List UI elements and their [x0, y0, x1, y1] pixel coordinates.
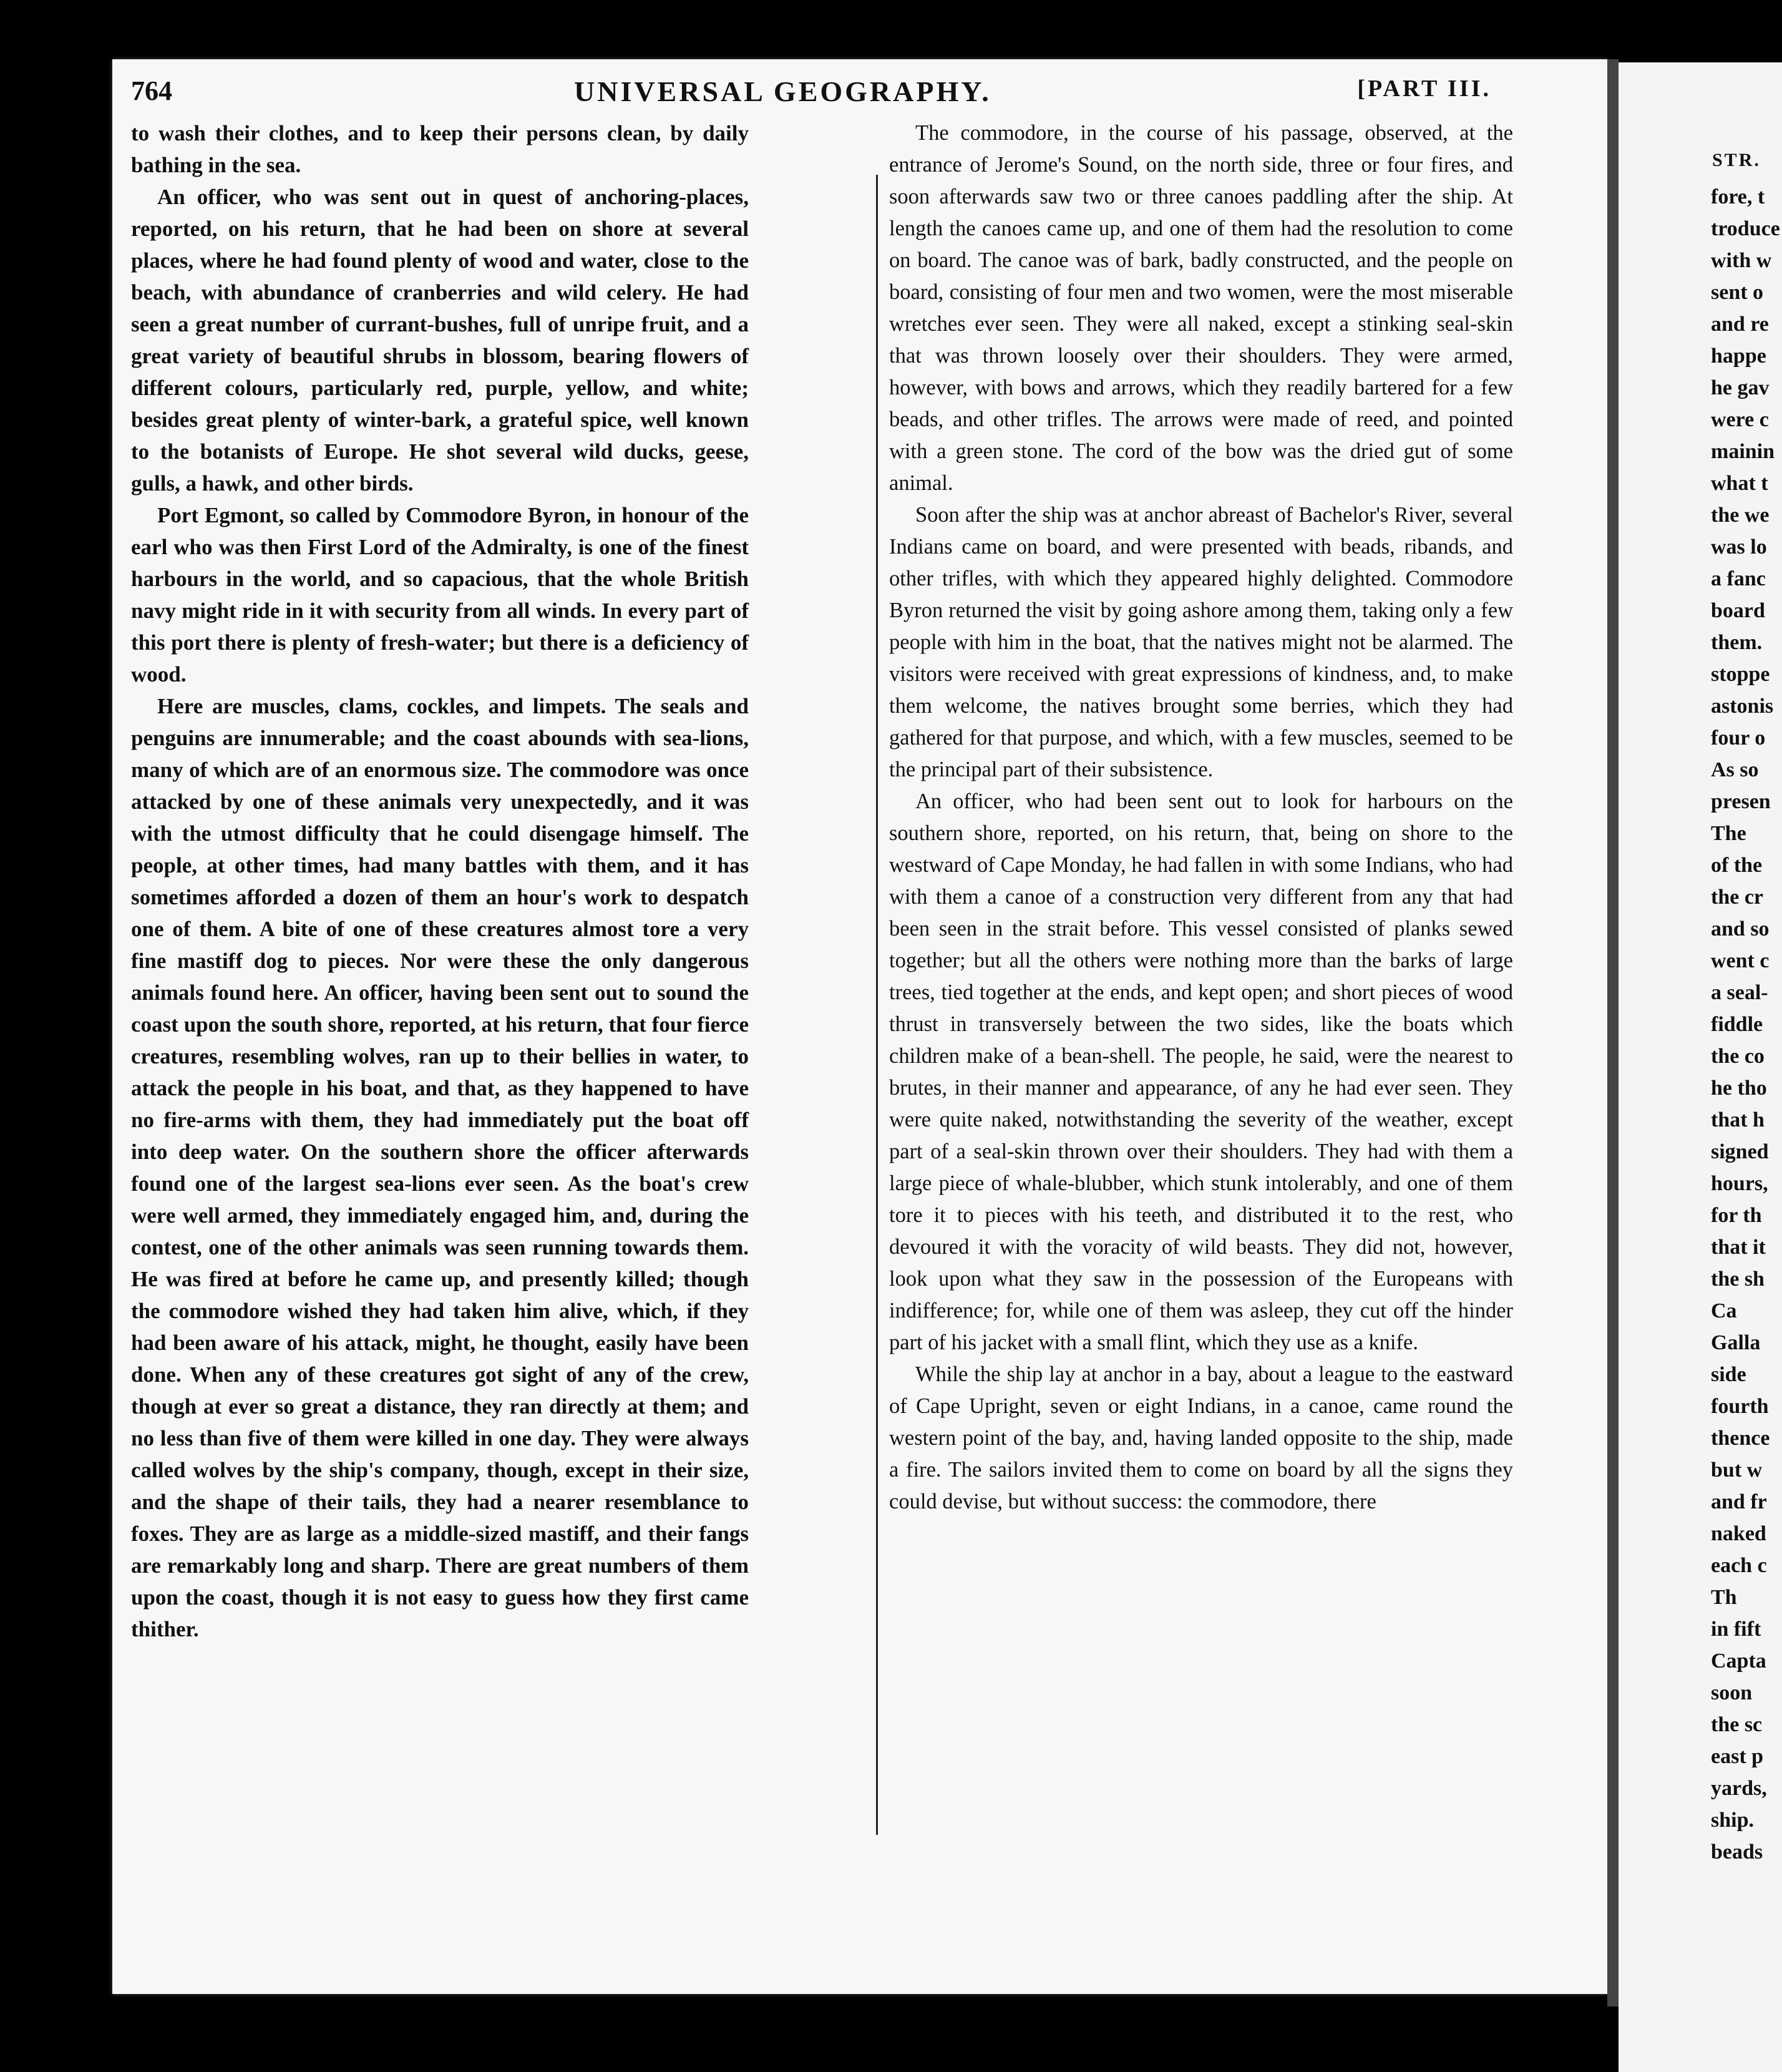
facing-page-line: the sh	[1711, 1268, 1765, 1291]
facing-page-line: a fanc	[1711, 567, 1766, 590]
facing-page	[1619, 62, 1782, 2072]
facing-page-line: and so	[1711, 917, 1770, 941]
facing-page-line: four o	[1711, 726, 1766, 750]
facing-page-line: was lo	[1711, 535, 1767, 559]
facing-page-line: were c	[1711, 408, 1769, 431]
facing-page-line: The	[1711, 822, 1746, 845]
facing-page-line: thence	[1711, 1427, 1770, 1450]
facing-page-line: side	[1711, 1363, 1746, 1386]
facing-page-line: them.	[1711, 631, 1763, 654]
book-title: UNIVERSAL GEOGRAPHY.	[574, 76, 991, 107]
paragraph: While the ship lay at anchor in a bay, about a league to the eastward of Cape Upright, seven or eight Indians, in a canoe, came round the western point of the bay, and, having landed opposite to the ship, made a fire. The sailors invited them to come on board by all the signs they could devise, but without success: the commodore, there	[889, 1362, 1513, 1513]
paragraph: Port Egmont, so called by Commodore Byron, in honour of the earl who was then First Lord of the Admiralty, is one of the finest harbours in the world, and so capacious, that the whole British navy might ride in it with security from all winds. In every part of this port there is plenty of fresh-water; but there is a deficiency of wood.	[131, 503, 749, 687]
facing-page-line: soon	[1711, 1681, 1753, 1704]
facing-page-line: a seal-	[1711, 981, 1768, 1004]
page-number: 764	[131, 76, 172, 106]
facing-page-line: and fr	[1711, 1490, 1767, 1513]
facing-page-line: each c	[1711, 1554, 1767, 1577]
facing-page-line: happe	[1711, 345, 1766, 368]
paragraph: An officer, who was sent out in quest of anchoring-places, reported, on his return, that he had been on shore at several places, where he had found plenty of wood and water, close to the beach, with abundance of cranberries and wild celery. He had seen a great number of currant-bushes, full of unripe fruit, and a great variety of beautiful shrubs in blossom, bearing flowers of different colours, particularly red, purple, yellow, and white; besides great plenty of winter-bark, a grateful spice, well known to the botanists of Europe. He shot several wild ducks, geese, gulls, a hawk, and other birds.	[131, 185, 749, 496]
facing-page-line: As so	[1711, 758, 1759, 781]
paragraph: to wash their clothes, and to keep their persons clean, by daily bathing in the sea.	[131, 121, 749, 177]
facing-page-head: STR.	[1712, 150, 1761, 170]
facing-page-line: yards,	[1711, 1777, 1767, 1800]
facing-page-line: signed	[1711, 1140, 1769, 1163]
facing-page-line: board	[1711, 599, 1765, 622]
facing-page-line: fourth	[1711, 1395, 1769, 1418]
left-column	[131, 117, 749, 1645]
right-column	[889, 117, 1513, 1518]
facing-page-line: sent o	[1711, 281, 1764, 304]
facing-page-line: east p	[1711, 1745, 1764, 1768]
facing-page-line: he tho	[1711, 1077, 1767, 1100]
facing-page-line: troduce	[1711, 217, 1780, 240]
facing-page-line: the sc	[1711, 1713, 1763, 1736]
facing-page-line: the co	[1711, 1045, 1765, 1068]
facing-page-line: hours,	[1711, 1172, 1768, 1195]
facing-page-line: Galla	[1711, 1331, 1761, 1354]
facing-page-line: and re	[1711, 313, 1769, 336]
facing-page-line: what t	[1711, 472, 1768, 495]
facing-page-line: mainin	[1711, 440, 1775, 463]
facing-page-line: beads	[1711, 1840, 1763, 1864]
facing-page-text	[1711, 181, 1782, 1868]
facing-page-line: that h	[1711, 1108, 1765, 1131]
facing-page-line: naked	[1711, 1522, 1766, 1545]
facing-page-line: in fift	[1711, 1618, 1761, 1641]
facing-page-line: Capta	[1711, 1649, 1766, 1673]
facing-page-line: presen	[1711, 790, 1771, 813]
paragraph: Here are muscles, clams, cockles, and limpets. The seals and penguins are innumerable; and the coast abounds with sea-lions, many of which are of an enormous size. The commodore was once attacked by one of these animals very unexpectedly, and it was with the utmost difficulty that he could disengage himself. The people, at other times, had many battles with them, and it has sometimes afforded a dozen of them an hour's work to despatch one of them. A bite of one of these creatures almost tore a very fine mastiff dog to pieces. Nor were these the only dangerous animals found here. An officer, having been sent out to sound the coast upon the south shore, reported, at his return, that four fierce creatures, resembling wolves, ran up to their bellies in water, to attack the people in his boat, and that, as they happened to have no fire-arms with them, they had immediately put the boat off into deep water. On the southern shore the officer afterwards found one of the largest sea-lions ever seen. As the boat's crew were well armed, they immediately engaged him, and, during the contest, one of the other animals was seen running towards them. He was fired at before he came up, and presently killed; though the commodore wished they had taken him alive, which, if they had been aware of his attack, might, he thought, easily have been done. When any of these creatures got sight of any of the crew, though at ever so great a distance, they ran directly at them; and no less than five of them were killed in one day. They were always called wolves by the ship's company, though, except in their size, and the shape of their tails, they had a nearer resemblance to foxes. They are as large as a middle-sized mastiff, and their fangs are remarkably long and sharp. There are great numbers of them upon the coast, though it is not easy to guess how they first came thither.	[131, 694, 749, 1641]
paragraph: The commodore, in the course of his passage, observed, at the entrance of Jerome's Sound, on the north side, three or four fires, and soon afterwards saw two or three canoes paddling after the ship. At length the canoes came up, and one of them had the resolution to come on board. The canoe was of bark, badly constructed, and the people on board, consisting of four men and two women, were the most miserable wretches ever seen. They were all naked, except a stinking seal-skin that was thrown loosely over their shoulders. They were armed, however, with bows and arrows, which they readily bartered for a few beads, and other trifles. The arrows were made of reed, and pointed with a green stone. The cord of the bow was the dried gut of some animal.	[889, 121, 1513, 495]
running-head	[131, 75, 1491, 119]
column-rule	[876, 175, 878, 1835]
facing-page-line: stoppe	[1711, 663, 1770, 686]
facing-page-line: Ca	[1711, 1299, 1737, 1322]
paragraph: An officer, who had been sent out to look for harbours on the southern shore, reported, on his return, that, being on shore to the westward of Cape Monday, he had fallen in with some Indians, who had with them a canoe of a construction very different from any that had been seen in the strait before. This vessel consisted of planks sewed together; but all the others were nothing more than the barks of large trees, tied together at the ends, and kept open; and short pieces of wood thrust in transversely between the two sides, like the boats which children make of a bean-shell. The people, he said, were the nearest to brutes, in their manner and appearance, of any he had ever seen. They were quite naked, notwithstanding the severity of the weather, except part of a seal-skin thrown over their shoulders. They had with them a large piece of whale-blubber, which stunk intolerably, and one of them tore it to pieces with his teeth, and distributed it to the rest, who devoured it with the voracity of wild beasts. They did not, however, look upon what they saw in the possession of the Europeans with indifference; for, while one of them was asleep, they cut off the hinder part of his jacket with a small flint, which they use as a knife.	[889, 789, 1513, 1354]
part-label: [PART III.	[1357, 76, 1491, 102]
facing-page-line: fiddle	[1711, 1013, 1763, 1036]
facing-page-line: fore, t	[1711, 185, 1765, 208]
facing-page-line: the we	[1711, 504, 1770, 527]
facing-page-line: astonis	[1711, 695, 1774, 718]
facing-page-line: with w	[1711, 249, 1772, 272]
facing-page-line: Th	[1711, 1586, 1737, 1609]
facing-page-line: the cr	[1711, 886, 1764, 909]
facing-page-line: but w	[1711, 1459, 1763, 1482]
facing-page-line: that it	[1711, 1236, 1766, 1259]
facing-page-line: he gav	[1711, 376, 1770, 399]
paragraph: Soon after the ship was at anchor abreast of Bachelor's River, several Indians came on board, and were presented with beads, ribands, and other trifles, with which they appeared highly delighted. Commodore Byron returned the visit by going ashore among them, taking only a few people with him in the boat, that the natives might not be alarmed. The visitors were received with great expressions of kindness, and, to make them welcome, the natives brought some berries, which they had gathered for that purpose, and which, with a few muscles, seemed to be the principal part of their subsistence.	[889, 503, 1513, 781]
facing-page-line: of the	[1711, 854, 1763, 877]
facing-page-line: for th	[1711, 1204, 1762, 1227]
facing-page-line: went c	[1711, 949, 1770, 972]
facing-page-line: ship.	[1711, 1809, 1754, 1832]
book-gutter	[1607, 59, 1619, 2006]
